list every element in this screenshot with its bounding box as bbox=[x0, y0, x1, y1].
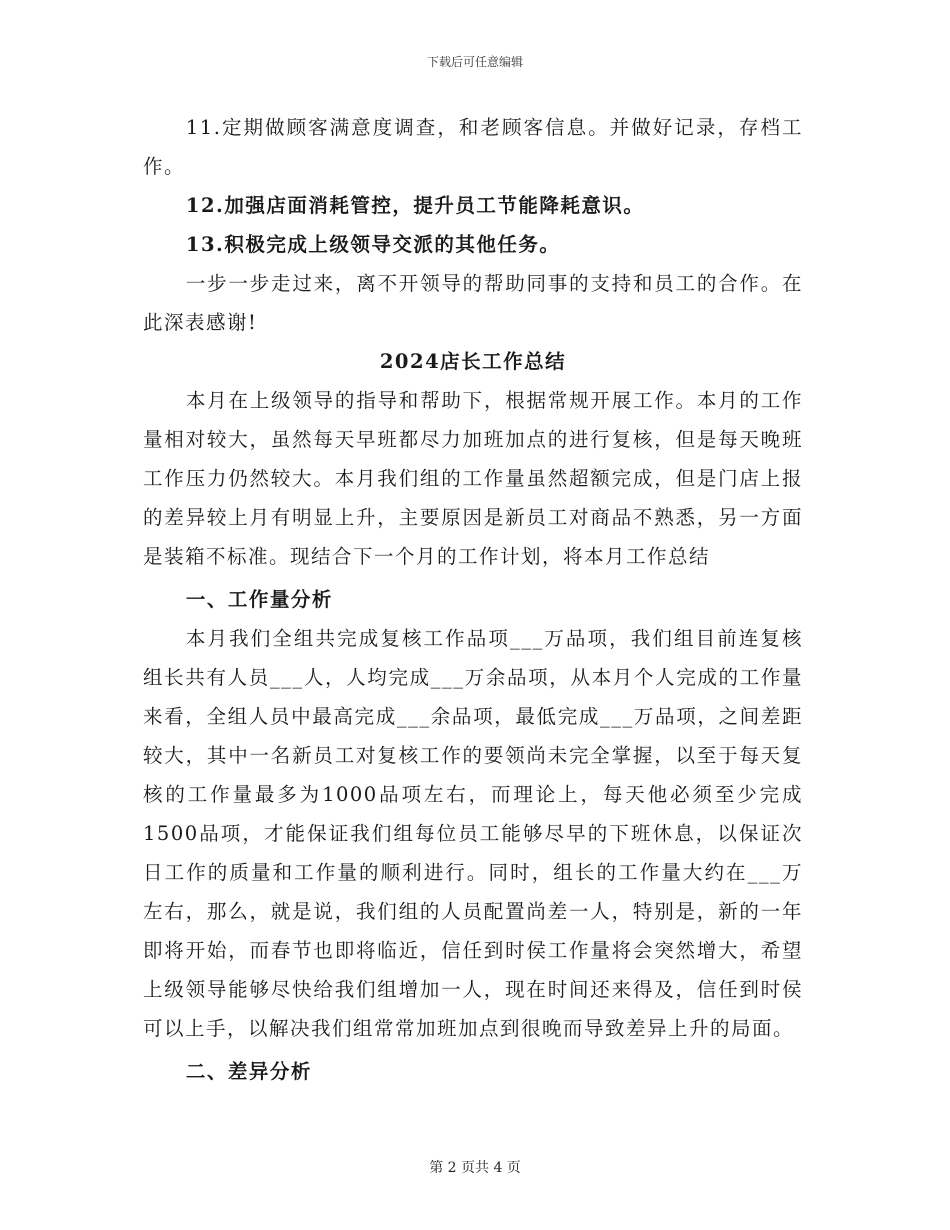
list-item-11: 11.定期做顾客满意度调查，和老顾客信息。并做好记录，存档工作。 bbox=[143, 116, 803, 178]
document-title: 2024店长工作总结 bbox=[379, 350, 567, 373]
intro-paragraph: 本月在上级领导的指导和帮助下，根据常规开展工作。本月的工作量相对较大，虽然每天早班都尽力加班加点的进行复核，但是每天晚班工作压力仍然较大。本月我们组的工作量虽然超额完成，但是门店上报的差异较上月有明显上升，主要原因是新员工对商品不熟悉，另一方面是装箱不标准。现结合下一个月的工作计划，将本月工作总结 bbox=[143, 389, 803, 568]
list-item-13: 13.积极完成上级领导交派的其他任务。 bbox=[185, 233, 561, 256]
section-heading-workload: 一、工作量分析 bbox=[185, 588, 333, 611]
thanks-paragraph: 一步一步走过来，离不开领导的帮助同事的支持和员工的合作。在此深表感谢! bbox=[143, 272, 803, 334]
document-body bbox=[143, 108, 803, 1091]
page-header: 下载后可任意编辑 bbox=[426, 55, 523, 69]
workload-paragraph: 本月我们全组共完成复核工作品项___万品项，我们组目前连复核组长共有人员___人，人均完成___万余品项，从本月个人完成的工作量来看，全组人员中最高完成___余品项，最低完成___万品项，之间差距较大，其中一名新员工对复核工作的要领尚未完全掌握，以至于每天复核的工作量最多为1000品项左右，而理论上，每天他必须至少完成1500品项，才能保证我们组每位员工能够尽早的下班休息，以保证次日工作的质量和工作量的顺利进行。同时，组长的工作量大约在___万左右，那么，就是说，我们组的人员配置尚差一人，特别是，新的一年即将开始，而春节也即将临近，信任到时侯工作量将会突然增大，希望上级领导能够尽快给我们组增加一人，现在时间还来得及，信任到时侯可以上手，以解决我们组常常加班加点到很晚而导致差异上升的局面。 bbox=[143, 627, 803, 1040]
list-item-12: 12.加强店面消耗管控，提升员工节能降耗意识。 bbox=[185, 194, 645, 217]
section-heading-difference: 二、差异分析 bbox=[185, 1060, 312, 1083]
page-footer: 第 2 页共 4 页 bbox=[429, 1160, 521, 1176]
